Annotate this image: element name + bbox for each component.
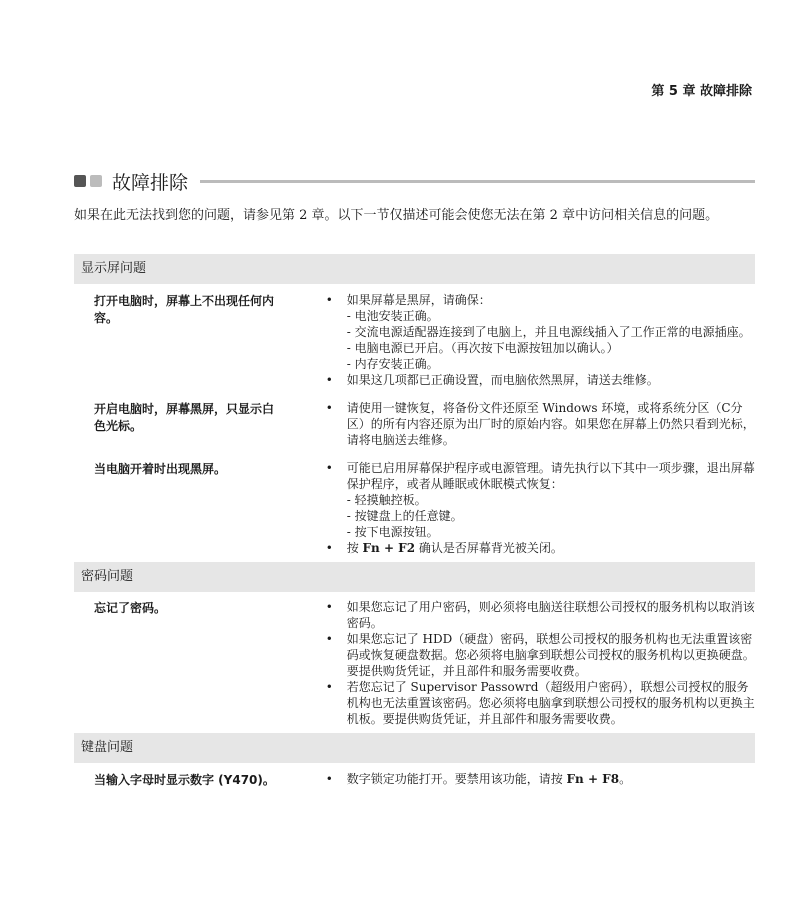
bullet-icon: •: [325, 632, 333, 646]
solution-list: [326, 460, 755, 556]
square-bullet-icon: [74, 175, 86, 187]
bullet-icon: •: [325, 461, 333, 475]
problem-row: [74, 400, 755, 448]
solution-item: [326, 631, 755, 679]
solution-item: [326, 540, 755, 556]
bullet-icon: •: [325, 401, 333, 415]
sub-list: [347, 492, 755, 540]
sub-item: - 电池安装正确。: [346, 309, 439, 323]
sub-item: - 按键盘上的任意键。: [346, 509, 463, 523]
solution-text: 可能已启用屏幕保护程序或电源管理。请先执行以下其中一项步骤，退出屏幕保护程序，或者从睡眠或休眠模式恢复：: [346, 461, 755, 491]
solution-item: [326, 679, 755, 727]
sub-item: - 交流电源适配器连接到了电脑上，并且电源线插入了工作正常的电源插座。: [346, 325, 751, 339]
solution-text-post: 。: [619, 772, 632, 786]
solution-text: 如果屏幕是黑屏，请确保：: [346, 293, 491, 307]
bullet-icon: •: [325, 541, 333, 555]
problem-text: 当输入字母时显示数字 (Y470)。: [94, 773, 275, 787]
sub-item: - 电脑电源已开启。（再次按下电源按钮加以确认。）: [346, 341, 619, 355]
bullet-icon: •: [325, 600, 333, 614]
solution-text-pre: 数字锁定功能打开。要禁用该功能，请按: [346, 772, 567, 786]
problem-row: [74, 599, 755, 727]
title-rule: [200, 180, 755, 183]
chapter-header: 第 5 章 故障排除: [651, 84, 752, 99]
solution-item: [326, 372, 755, 388]
square-bullet-icon: [90, 175, 102, 187]
solution-item: [326, 292, 755, 372]
solution-item: [326, 460, 755, 540]
problem-row: [74, 460, 755, 556]
solution-text: 如果这几项都已正确设置，而电脑依然黑屏，请送去维修。: [346, 373, 659, 387]
solution-text: 如果您忘记了 HDD（硬盘）密码，联想公司授权的服务机构也无法重置该密码或恢复硬盘数据。您必须将电脑拿到联想公司授权的服务机构以更换硬盘。要提供购货凭证，并且部件和服务需要收费。: [346, 632, 755, 678]
solution-list: [326, 599, 755, 727]
solution-text: 若您忘记了 Supervisor Passowrd（超级用户密码），联想公司授权的服务机构也无法重置该密码。您必须将电脑拿到联想公司授权的服务机构以更换主机板。要提供购货凭证，并且部件和服务需要收费。: [346, 680, 755, 726]
section-title-row: [74, 166, 755, 196]
sub-item: - 内存安装正确。: [346, 357, 439, 371]
solution-item: [326, 599, 755, 631]
key-combo: Fn + F2: [362, 541, 416, 555]
sub-item: - 轻摸触控板。: [346, 493, 427, 507]
solution-item: [326, 400, 755, 448]
solution-text: 如果您忘记了用户密码，则必须将电脑送往联想公司授权的服务机构以取消该密码。: [346, 600, 755, 630]
solution-text-pre: 按: [346, 541, 363, 555]
solution-text-post: 确认是否屏幕背光被关闭。: [415, 541, 563, 555]
problem-row: [74, 771, 755, 789]
section-heading-keyboard: 键盘问题: [74, 733, 755, 763]
section-heading-password: 密码问题: [74, 562, 755, 592]
solution-item: [326, 771, 755, 787]
solution-list: [326, 292, 755, 388]
key-combo: Fn + F8: [566, 772, 620, 786]
problem-text: 开启电脑时，屏幕黑屏，只显示白色光标。: [94, 402, 275, 433]
section-heading-display: 显示屏问题: [74, 254, 755, 284]
solution-text: 请使用一键恢复，将备份文件还原至 Windows 环境，或将系统分区（C分区）的所有内容还原为出厂时的原始内容。如果您在屏幕上仍然只看到光标，请将电脑送去维修。: [346, 401, 755, 447]
solution-list: [326, 400, 755, 448]
troubleshooting-table: [74, 254, 755, 789]
sub-item: - 按下电源按钮。: [346, 525, 439, 539]
problem-row: [74, 292, 755, 388]
problem-text: 当电脑开着时出现黑屏。: [94, 462, 227, 476]
bullet-icon: •: [325, 293, 333, 307]
bullet-icon: •: [325, 772, 333, 786]
solution-list: [326, 771, 755, 789]
bullet-icon: •: [325, 680, 333, 694]
sub-list: [347, 308, 755, 372]
problem-text: 打开电脑时，屏幕上不出现任何内容。: [94, 294, 275, 325]
problem-text: 忘记了密码。: [94, 601, 167, 615]
intro-paragraph: 如果在此无法找到您的问题，请参见第 2 章。以下一节仅描述可能会使您无法在第 2 章中访问相关信息的问题。: [74, 208, 719, 223]
page-title: 故障排除: [112, 171, 189, 194]
bullet-icon: •: [325, 373, 333, 387]
